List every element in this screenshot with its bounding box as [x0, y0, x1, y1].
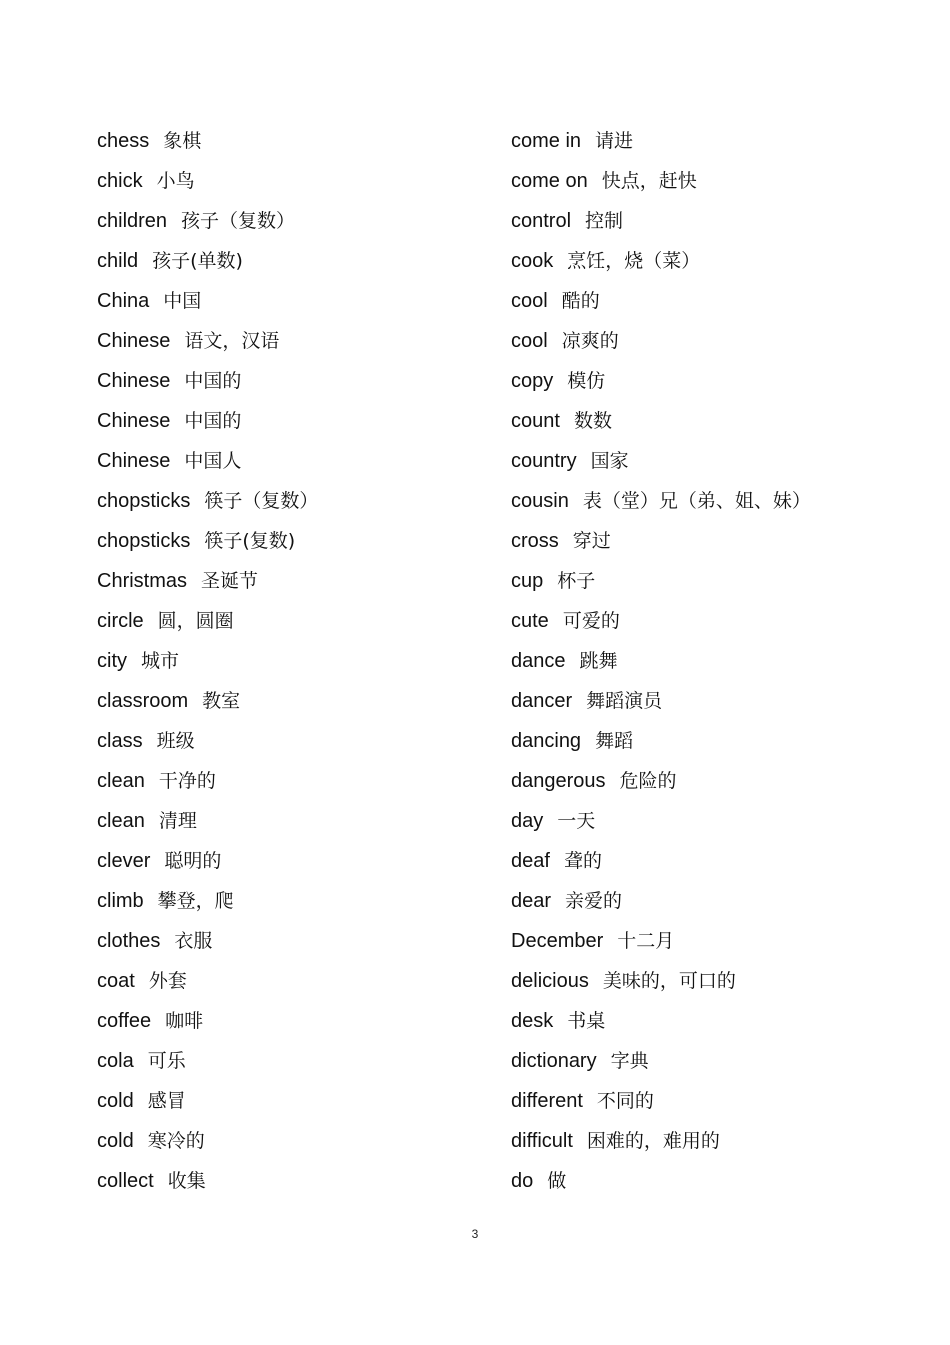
vocabulary-entry: [511, 961, 931, 1001]
entry-meaning: 亲爱的: [565, 890, 623, 912]
vocabulary-entry: [97, 561, 497, 601]
entry-word: deaf: [511, 850, 550, 872]
entry-word: dear: [511, 890, 552, 912]
entry-word: city: [97, 650, 127, 672]
entry-word: chopsticks: [97, 490, 191, 512]
entry-meaning: 中国人: [184, 450, 242, 472]
vocabulary-entry: [97, 721, 497, 761]
entry-word: cold: [97, 1130, 134, 1152]
vocabulary-entry: [511, 361, 931, 401]
vocabulary-entry: [511, 281, 931, 321]
vocabulary-entry: [511, 201, 931, 241]
entry-meaning: 舞蹈: [595, 730, 634, 752]
entry-word: cool: [511, 330, 548, 352]
vocabulary-column-left: [97, 121, 497, 1201]
vocabulary-entry: [97, 1001, 497, 1041]
entry-meaning: 美味的，可口的: [602, 970, 736, 992]
entry-word: chopsticks: [97, 530, 191, 552]
entry-meaning: 城市: [141, 650, 180, 672]
entry-meaning: 凉爽的: [561, 330, 619, 352]
vocabulary-entry: [511, 401, 931, 441]
entry-meaning: 十二月: [617, 930, 675, 952]
entry-word: copy: [511, 370, 554, 392]
vocabulary-entry: [97, 601, 497, 641]
vocabulary-entry: [97, 201, 497, 241]
vocabulary-entry: [97, 281, 497, 321]
entry-meaning: 语文，汉语: [184, 330, 280, 352]
entry-meaning: 不同的: [596, 1090, 654, 1112]
entry-word: count: [511, 410, 560, 432]
vocabulary-entry: [97, 761, 497, 801]
vocabulary-entry: [97, 1041, 497, 1081]
vocabulary-entry: [511, 601, 931, 641]
vocabulary-entry: [97, 641, 497, 681]
entry-meaning: 做: [547, 1170, 567, 1192]
vocabulary-entry: [511, 881, 931, 921]
entry-word: cold: [97, 1090, 134, 1112]
entry-word: clever: [97, 850, 151, 872]
vocabulary-entry: [97, 521, 497, 561]
vocabulary-entry: [511, 321, 931, 361]
entry-meaning: 杯子: [557, 570, 596, 592]
vocabulary-entry: [97, 481, 497, 521]
entry-meaning: 筷子（复数）: [204, 490, 319, 512]
entry-meaning: 筷子(复数): [204, 530, 296, 552]
entry-meaning: 收集: [167, 1170, 206, 1192]
entry-word: delicious: [511, 970, 589, 992]
entry-word: different: [511, 1090, 583, 1112]
entry-meaning: 小鸟: [156, 170, 195, 192]
entry-word: difficult: [511, 1130, 573, 1152]
entry-word: Christmas: [97, 570, 188, 592]
entry-word: cross: [511, 530, 559, 552]
entry-word: coffee: [97, 1010, 152, 1032]
vocabulary-entry: [97, 881, 497, 921]
entry-word: dangerous: [511, 770, 606, 792]
vocabulary-entry: [511, 641, 931, 681]
entry-meaning: 可乐: [147, 1050, 186, 1072]
entry-word: cola: [97, 1050, 134, 1072]
entry-meaning: 快点，赶快: [601, 170, 697, 192]
vocabulary-entry: [511, 801, 931, 841]
entry-meaning: 国家: [590, 450, 629, 472]
entry-meaning: 控制: [585, 210, 624, 232]
entry-meaning: 寒冷的: [147, 1130, 205, 1152]
entry-meaning: 可爱的: [562, 610, 620, 632]
entry-meaning: 中国的: [184, 410, 242, 432]
entry-meaning: 孩子(单数): [152, 250, 243, 272]
entry-meaning: 字典: [610, 1050, 649, 1072]
entry-meaning: 中国的: [184, 370, 242, 392]
entry-word: Chinese: [97, 370, 171, 392]
entry-word: dancer: [511, 690, 573, 712]
entry-meaning: 衣服: [174, 930, 213, 952]
vocabulary-entry: [511, 521, 931, 561]
entry-meaning: 模仿: [567, 370, 606, 392]
vocabulary-entry: [511, 841, 931, 881]
entry-meaning: 聪明的: [164, 850, 222, 872]
vocabulary-entry: [97, 1161, 497, 1201]
entry-meaning: 书桌: [567, 1010, 606, 1032]
vocabulary-entry: [97, 321, 497, 361]
entry-meaning: 困难的，难用的: [586, 1130, 720, 1152]
vocabulary-entry: [511, 481, 931, 521]
vocabulary-entry: [511, 921, 931, 961]
entry-word: clothes: [97, 930, 161, 952]
entry-word: cousin: [511, 490, 569, 512]
entry-meaning: 象棋: [163, 130, 202, 152]
entry-word: China: [97, 290, 150, 312]
entry-meaning: 教室: [202, 690, 241, 712]
entry-word: cute: [511, 610, 549, 632]
entry-word: cup: [511, 570, 544, 592]
entry-word: control: [511, 210, 572, 232]
entry-word: come in: [511, 130, 582, 152]
entry-word: coat: [97, 970, 135, 992]
vocabulary-entry: [97, 1081, 497, 1121]
entry-meaning: 外套: [148, 970, 187, 992]
vocabulary-entry: [511, 121, 931, 161]
entry-word: clean: [97, 810, 145, 832]
entry-meaning: 攀登，爬: [157, 890, 234, 912]
entry-meaning: 穿过: [572, 530, 611, 552]
vocabulary-entry: [97, 961, 497, 1001]
vocabulary-entry: [97, 841, 497, 881]
entry-meaning: 数数: [573, 410, 612, 432]
entry-word: chess: [97, 130, 150, 152]
vocabulary-entry: [511, 761, 931, 801]
vocabulary-entry: [511, 721, 931, 761]
entry-word: day: [511, 810, 544, 832]
entry-word: country: [511, 450, 577, 472]
entry-meaning: 舞蹈演员: [586, 690, 663, 712]
vocabulary-entry: [97, 361, 497, 401]
entry-meaning: 中国: [163, 290, 202, 312]
vocabulary-entry: [511, 1081, 931, 1121]
entry-meaning: 感冒: [147, 1090, 186, 1112]
vocabulary-column-right: [511, 121, 931, 1201]
entry-word: clean: [97, 770, 145, 792]
entry-meaning: 请进: [595, 130, 634, 152]
vocabulary-entry: [511, 1161, 931, 1201]
vocabulary-entry: [97, 441, 497, 481]
vocabulary-entry: [511, 1001, 931, 1041]
entry-meaning: 干净的: [158, 770, 216, 792]
entry-meaning: 圆，圆圈: [157, 610, 234, 632]
entry-word: classroom: [97, 690, 189, 712]
entry-meaning: 酷的: [561, 290, 600, 312]
entry-meaning: 清理: [158, 810, 197, 832]
entry-meaning: 班级: [156, 730, 195, 752]
entry-word: December: [511, 930, 604, 952]
vocabulary-entry: [511, 441, 931, 481]
entry-word: Chinese: [97, 330, 171, 352]
vocabulary-entry: [97, 241, 497, 281]
entry-meaning: 危险的: [619, 770, 677, 792]
entry-word: dancing: [511, 730, 582, 752]
vocabulary-entry: [97, 1121, 497, 1161]
vocabulary-entry: [97, 801, 497, 841]
vocabulary-entry: [97, 681, 497, 721]
entry-word: do: [511, 1170, 534, 1192]
entry-meaning: 一天: [557, 810, 596, 832]
entry-word: circle: [97, 610, 144, 632]
vocabulary-entry: [97, 401, 497, 441]
vocabulary-entry: [511, 681, 931, 721]
entry-word: class: [97, 730, 143, 752]
entry-word: desk: [511, 1010, 554, 1032]
entry-meaning: 表（堂）兄（弟、姐、妹）: [582, 490, 811, 512]
entry-meaning: 圣诞节: [201, 570, 259, 592]
entry-word: chick: [97, 170, 143, 192]
entry-meaning: 聋的: [563, 850, 602, 872]
entry-meaning: 咖啡: [165, 1010, 204, 1032]
entry-word: child: [97, 250, 139, 272]
vocabulary-entry: [97, 161, 497, 201]
vocabulary-entry: [511, 161, 931, 201]
vocabulary-entry: [511, 561, 931, 601]
entry-meaning: 烹饪，烧（菜）: [567, 250, 701, 272]
page-number: 3: [471, 1227, 479, 1241]
vocabulary-entry: [511, 1041, 931, 1081]
entry-word: dance: [511, 650, 566, 672]
entry-word: cool: [511, 290, 548, 312]
entry-meaning: 孩子（复数）: [181, 210, 296, 232]
entry-word: collect: [97, 1170, 154, 1192]
entry-word: children: [97, 210, 168, 232]
vocabulary-entry: [97, 921, 497, 961]
entry-word: dictionary: [511, 1050, 597, 1072]
vocabulary-entry: [511, 1121, 931, 1161]
entry-word: cook: [511, 250, 554, 272]
entry-word: Chinese: [97, 410, 171, 432]
entry-word: come on: [511, 170, 588, 192]
entry-meaning: 跳舞: [579, 650, 618, 672]
vocabulary-entry: [97, 121, 497, 161]
entry-word: Chinese: [97, 450, 171, 472]
vocabulary-entry: [511, 241, 931, 281]
entry-word: climb: [97, 890, 144, 912]
